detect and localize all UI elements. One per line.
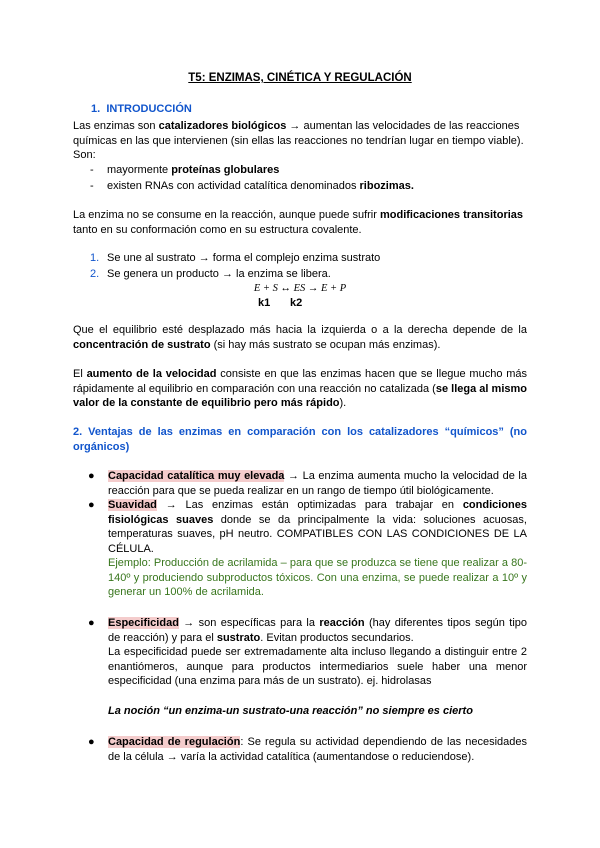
- bullet-icon: ●: [88, 470, 95, 482]
- advantage-item-softness: [108, 498, 527, 600]
- step-number: 2.: [90, 267, 100, 280]
- advantage-text: → Las enzimas están optimizadas para trabajar en: [156, 499, 463, 511]
- advantage-bold: sustrato: [216, 631, 261, 644]
- bullet-icon: ●: [88, 736, 95, 748]
- bullet-icon: ●: [88, 617, 95, 629]
- advantage-text: → La enzima aumenta mucho la velocidad de la reacción para que se pueda realizar en un rango de tiempo útil biológicamente.: [108, 470, 527, 497]
- specificity-detail: La especificidad puede ser extremadamente alta incluso llegando a distinguir entre 2 enantiómeros, aunque para productos intermediarios suele haber una menor especificidad (una enzima para más de un sustrato). ej. hidrolasas: [108, 646, 527, 687]
- p4-bold-a: aumento de la velocidad: [86, 368, 217, 380]
- list-item-bold: proteínas globulares: [171, 164, 280, 176]
- bullet-icon: ●: [88, 499, 95, 511]
- example-text: Ejemplo: Producción de acrilamida – para que se produzca se tiene que realizar a 80-140º y produciendo subproductos tóxicos. Con una enzima, se puede realizar a 10º y generar un 100% de acrilamida.: [108, 557, 527, 598]
- section-1-title: INTRODUCCIÓN: [106, 103, 192, 115]
- p2-text-c: tanto en su conformación como en su estructura covalente.: [73, 223, 362, 236]
- steps-list: [73, 251, 527, 281]
- intro-text-a: Las enzimas son: [73, 120, 159, 132]
- p4-text-a: El: [73, 368, 87, 380]
- list-item-bold: ribozimas.: [359, 179, 414, 192]
- section-1-heading: [91, 102, 545, 117]
- p4-text-c: consiste en que las enzimas hacen que se llegue mucho más rápidamente al equilibrio en comparación con una reacción no catalizada (: [73, 368, 527, 395]
- intro-text-c: → aumentan las velocidades de las reacciones químicas en las que intervienen (sin ellas las reacciones no tendrían lugar en tiempo viable). Son:: [73, 120, 524, 161]
- list-item-text: existen RNAs con actividad catalítica denominados: [107, 179, 360, 192]
- advantage-item-capacity: [108, 469, 527, 498]
- highlight-term: Especificidad: [108, 617, 179, 629]
- dash-marker: -: [90, 164, 94, 176]
- advantage-text: : Se regula su actividad dependiendo de las necesidades de la célula → varía la actividad catalítica (aumentandose o reduciendose).: [108, 736, 527, 763]
- list-item-text: mayormente: [107, 164, 172, 176]
- dash-marker: -: [90, 179, 94, 192]
- page-title: T5: ENZIMAS, CINÉTICA Y REGULACIÓN: [188, 72, 412, 84]
- p4-text-e: ).: [339, 397, 347, 409]
- section-2-heading: 2. Ventajas de las enzimas en comparación con los catalizadores “químicos” (no orgánicos): [73, 426, 527, 453]
- advantage-text: donde se da principalmente la vida: soluciones acuosas, temperaturas suaves, pH neutro. COMPATIBLES CON LAS CONDICIONES DE LA CÉLULA.: [108, 513, 527, 555]
- advantage-item-regulation: [108, 735, 527, 764]
- step-number: 1.: [90, 252, 100, 264]
- p3-bold: concentración de sustrato: [73, 338, 211, 351]
- rate-constant-k2: k2: [290, 297, 303, 309]
- p2-text-a: La enzima no se consume en la reacción, aunque puede sufrir: [73, 209, 380, 221]
- dash-list: [73, 163, 527, 193]
- advantage-item-specificity: [108, 616, 527, 689]
- advantage-bold: condiciones fisiológicas suaves: [108, 499, 527, 526]
- velocity-paragraph: [73, 367, 527, 411]
- list-item: [73, 179, 527, 194]
- intro-paragraph: [73, 119, 527, 163]
- step-text: Se une al sustrato → forma el complejo enzima sustrato: [107, 252, 381, 264]
- intro-bold: catalizadores biológicos: [158, 120, 287, 132]
- rate-constant-k1: k1: [258, 297, 271, 309]
- highlight-term: Capacidad catalítica muy elevada: [108, 470, 285, 482]
- note-text: La noción “un enzima-un sustrato-una reacción” no siempre es cierto: [108, 705, 473, 717]
- advantage-bold: reacción: [319, 617, 365, 629]
- transient-modifications-paragraph: [73, 208, 527, 237]
- advantage-text: (hay diferentes tipos según tipo de reacción) y para el: [108, 617, 527, 644]
- section-1-number: 1.: [91, 103, 101, 115]
- p3-text-c: (si hay más sustrato se ocupan más enzimas).: [210, 338, 441, 351]
- p4-bold-d: se llega al mismo valor de la constante de equilibrio pero más rápido: [73, 382, 527, 409]
- p2-bold: modificaciones transitorias: [379, 209, 524, 221]
- highlight-term: Suavidad: [108, 499, 157, 511]
- advantage-text: → son específicas para la: [178, 617, 320, 629]
- highlight-term: Capacidad de regulación: [108, 736, 241, 748]
- reaction-equation: E + S ↔ ES → E + P: [253, 283, 347, 294]
- list-item: [73, 251, 527, 266]
- step-text: Se genera un producto → la enzima se libera.: [107, 267, 331, 280]
- equilibrium-paragraph: [73, 323, 527, 352]
- advantage-text: . Evitan productos secundarios.: [260, 631, 414, 644]
- list-item: [73, 267, 527, 282]
- list-item: [73, 163, 527, 178]
- p3-text-a: Que el equilibrio esté desplazado más hacia la izquierda o a la derecha depende de la: [73, 324, 527, 336]
